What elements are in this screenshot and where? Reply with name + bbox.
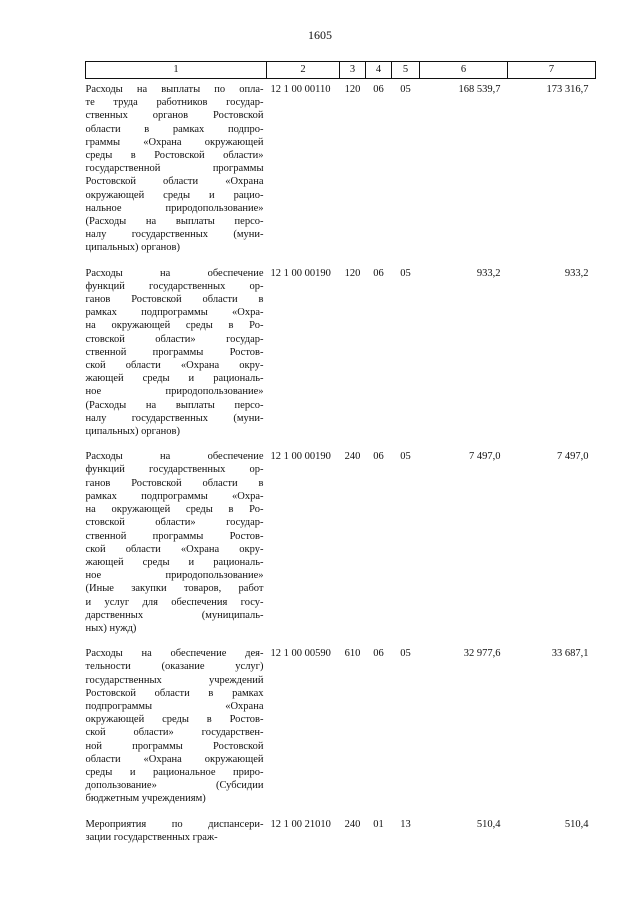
table-row	[86, 814, 596, 844]
row-amount-year-2: 7 497,0	[557, 451, 589, 463]
description-line: государственных учреждений	[85, 674, 264, 686]
description-line: и услуг для обеспечения госу-	[85, 596, 264, 608]
row-amount-year-1: 933,2	[476, 267, 501, 279]
header-cell-5: 5	[392, 62, 420, 79]
header-cell-4: 4	[366, 62, 392, 79]
description-line: те труда работников государ-	[85, 97, 264, 109]
description-line: бюджетным учреждениям)	[85, 793, 206, 805]
description-line: ственной программы Ростов-	[85, 346, 264, 358]
header-cell-2: 2	[267, 62, 340, 79]
description-line: ской области «Охрана окру-	[85, 543, 264, 555]
description-line: жающей среды и рациональ-	[85, 556, 264, 568]
row-section: 06	[373, 84, 384, 95]
description-line: нальное природопользование»	[85, 202, 264, 214]
description-line: дарственных (муниципаль-	[85, 609, 264, 621]
description-line: подпрограммы «Охрана	[85, 700, 264, 712]
description-line: Ростовской области в рамках	[85, 687, 264, 699]
header-cell-3: 3	[340, 62, 366, 79]
description-line: (Расходы на выплаты персо-	[85, 216, 264, 228]
table-row	[86, 446, 596, 643]
description-line: ципальных) органов)	[85, 426, 180, 438]
row-section: 01	[373, 818, 384, 830]
description-line: области в рамках подпро-	[85, 123, 264, 135]
description-line: ное природопользование»	[85, 386, 264, 398]
row-amount-year-2: 933,2	[564, 267, 589, 279]
row-amount-year-1: 168 539,7	[458, 84, 501, 95]
row-section: 06	[373, 451, 384, 463]
row-amount-year-2: 33 687,1	[551, 648, 589, 660]
description-line: на окружающей среды в Ро-	[85, 320, 264, 332]
description-line: рамках подпрограммы «Охра-	[85, 490, 264, 502]
row-amount-year-1: 7 497,0	[469, 451, 501, 463]
row-subsection: 05	[400, 267, 411, 279]
description-line: государственной программы	[85, 163, 264, 175]
description-line: ганов Ростовской области в	[85, 294, 264, 306]
description-line: Ростовской области «Охрана	[85, 176, 264, 188]
page-number: 1605	[308, 28, 332, 42]
header-cell-6: 6	[420, 62, 508, 79]
description-line: Мероприятия по диспансери-	[85, 818, 264, 830]
row-code: 12 1 00 21010	[270, 818, 331, 830]
row-subsection: 05	[400, 648, 411, 660]
description-line: граммы «Охрана окружающей	[85, 136, 264, 148]
description-line: Расходы на обеспечение	[85, 451, 264, 463]
header-cell-1: 1	[86, 62, 267, 79]
description-line: окружающей среды и рацио-	[85, 189, 264, 201]
description-line: ных) нужд)	[85, 622, 137, 634]
row-subsection: 05	[400, 451, 411, 463]
description-line: зации государственных граж-	[85, 831, 218, 843]
row-description	[86, 643, 267, 813]
table-row	[86, 263, 596, 447]
table-row	[86, 643, 596, 813]
row-description	[86, 814, 267, 844]
description-line: ципальных) органов)	[85, 242, 180, 254]
row-section: 06	[373, 648, 384, 660]
description-line: рамках подпрограммы «Охра-	[85, 307, 264, 319]
description-line: окружающей среды в Ростов-	[85, 714, 264, 726]
budget-table	[85, 61, 596, 844]
row-code: 12 1 00 00590	[270, 648, 331, 660]
row-amount-year-1: 510,4	[476, 818, 501, 830]
row-subsection: 13	[400, 818, 411, 830]
description-line: ганов Ростовской области в	[85, 477, 264, 489]
description-line: ской области» государствен-	[85, 727, 264, 739]
table-body	[86, 79, 596, 844]
description-line: среды и рациональное приро-	[85, 766, 264, 778]
row-amount-year-2: 173 316,7	[546, 84, 589, 95]
description-line: тельности (оказание услуг)	[85, 661, 264, 673]
row-expense-type: 610	[344, 648, 361, 660]
row-description	[86, 263, 267, 447]
description-line: (Иные закупки товаров, работ	[85, 583, 264, 595]
description-line: области «Охрана окружающей	[85, 753, 264, 765]
row-expense-type: 240	[344, 818, 361, 830]
row-description	[86, 446, 267, 643]
header-row	[86, 62, 596, 79]
description-line: ной программы Ростовской	[85, 740, 264, 752]
description-line: налу государственных (муни-	[85, 412, 264, 424]
row-amount-year-1: 32 977,6	[463, 648, 501, 660]
description-line: Расходы на выплаты по опла-	[85, 84, 264, 95]
row-section: 06	[373, 267, 384, 279]
description-line: ской области «Охрана окру-	[85, 360, 264, 372]
row-expense-type: 120	[344, 267, 361, 279]
row-code: 12 1 00 00190	[270, 451, 331, 463]
header-cell-7: 7	[508, 62, 596, 79]
description-line: жающей среды и рациональ-	[85, 373, 264, 385]
description-line: ственной программы Ростов-	[85, 530, 264, 542]
description-line: налу государственных (муни-	[85, 229, 264, 241]
table-row	[86, 79, 596, 263]
row-code: 12 1 00 00110	[270, 84, 331, 95]
description-line: ное природопользование»	[85, 570, 264, 582]
description-line: (Расходы на выплаты персо-	[85, 399, 264, 411]
row-description	[86, 79, 267, 263]
row-expense-type: 240	[344, 451, 361, 463]
description-line: допользование» (Субсидии	[85, 780, 264, 792]
row-expense-type: 120	[344, 84, 361, 95]
row-amount-year-2: 510,4	[564, 818, 589, 830]
description-line: Расходы на обеспечение дея-	[85, 648, 264, 660]
description-line: функций государственных ор-	[85, 464, 264, 476]
row-subsection: 05	[400, 84, 411, 95]
description-line: на окружающей среды в Ро-	[85, 504, 264, 516]
description-line: функций государственных ор-	[85, 280, 264, 292]
description-line: ственных органов Ростовской	[85, 110, 264, 122]
row-code: 12 1 00 00190	[270, 267, 331, 279]
description-line: стовской области» государ-	[85, 333, 264, 345]
description-line: стовской области» государ-	[85, 517, 264, 529]
description-line: среды в Ростовской области»	[85, 150, 264, 162]
description-line: Расходы на обеспечение	[85, 267, 264, 279]
